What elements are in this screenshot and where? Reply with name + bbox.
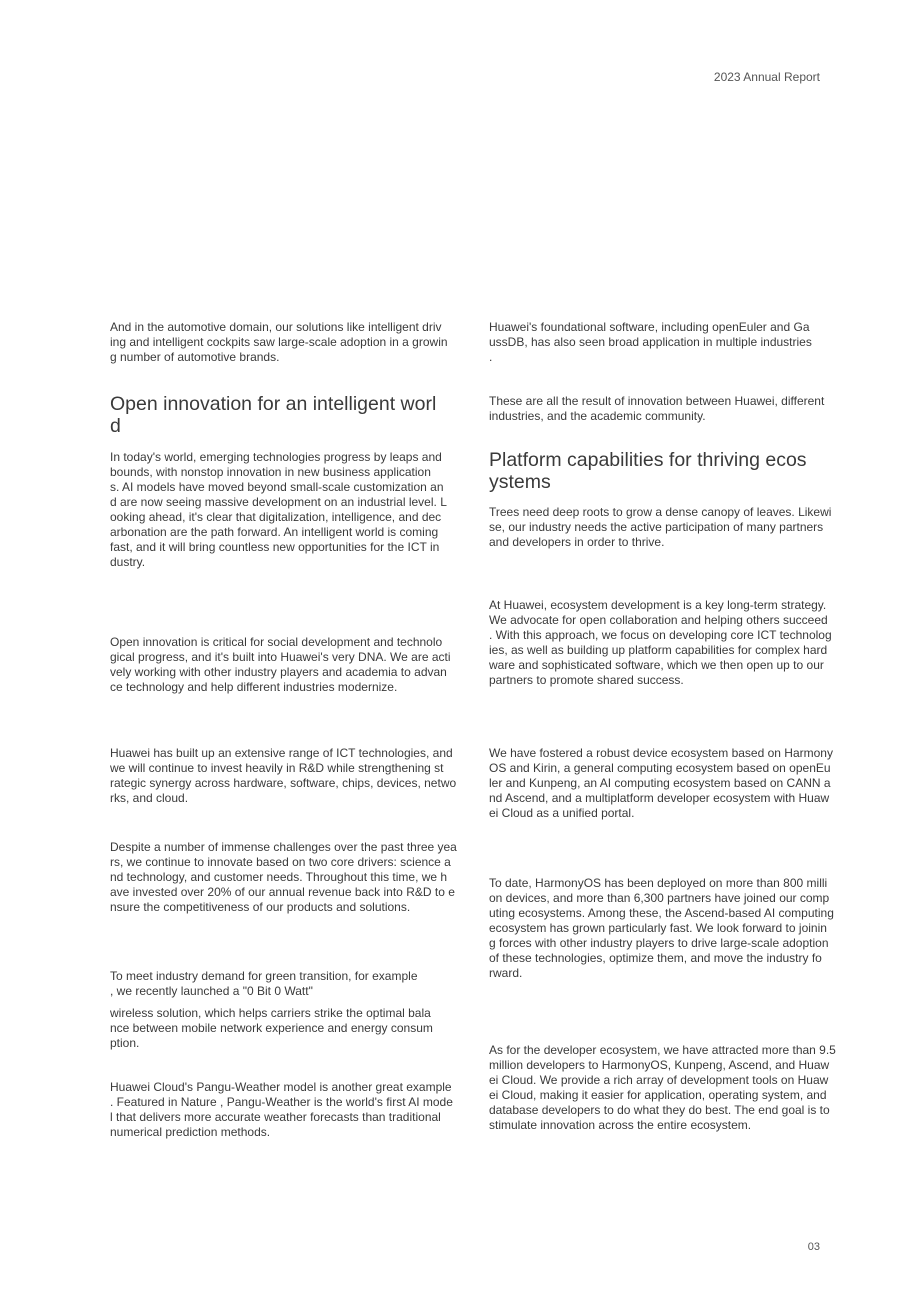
paragraph-green-transition: To meet industry demand for green transition, for example , we recently launched a "0 Bit 0 Watt"	[110, 969, 418, 998]
paragraph-ecosystem-strategy: At Huawei, ecosystem development is a key long-term strategy. We advocate for open collaboration and helping others succeed . With this approach, we focus on developing core ICT technolog ies, as well as building up platform capabilities for complex hard ware and sophisticated software, which we then open up to our partners to promote shared success.	[489, 598, 832, 687]
paragraph-open-innovation: Open innovation is critical for social development and technolo gical progress, and it's built into Huawei's very DNA. We are acti vely working with other industry players and academia to advan ce technology and help different industries modernize.	[110, 635, 451, 694]
paragraph-harmonyos-deployment: To date, HarmonyOS has been deployed on more than 800 milli on devices, and more than 6,300 partners have joined our comp uting ecosystems. Among these, the Ascend-based AI computing ecosystem has grown particularly fast. We look forward to joinin g forces with other industry players to drive large-scale adoption of these technologies, optimize them, and move the industry fo rward.	[489, 876, 834, 980]
paragraph-today: In today's world, emerging technologies progress by leaps and bounds, with nonstop innovation in new business application s. AI models have moved beyond small-scale customization an d are now seeing massive development on an industrial level. L ooking ahead, it's clear that digitalization, intelligence, and dec arbonation are the path forward. An intelligent world is coming fast, and it will bring countless new opportunities for the ICT in dustry.	[110, 450, 447, 569]
report-title: 2023 Annual Report	[713, 70, 820, 84]
heading-open-innovation: Open innovation for an intelligent worl d	[110, 393, 437, 437]
paragraph-innovation-result: These are all the result of innovation between Huawei, different industries, and the academic community.	[489, 394, 825, 423]
paragraph-green-wireless: wireless solution, which helps carriers strike the optimal bala nce between mobile network experience and energy consum ption.	[110, 1006, 433, 1050]
paragraph-trees: Trees need deep roots to grow a dense canopy of leaves. Likewi se, our industry needs the active participation of many partners and developers in order to thrive.	[489, 505, 832, 549]
heading-platform-capabilities: Platform capabilities for thriving ecos ystems	[489, 449, 807, 493]
paragraph-challenges: Despite a number of immense challenges over the past three yea rs, we continue to innovate based on two core drivers: science a nd technology, and customer needs. Throughout this time, we h ave invested over 20% of our annual revenue back into R&D to e nsure the competitiveness of our products and solutions.	[110, 840, 457, 914]
paragraph-pangu-weather: Huawei Cloud's Pangu-Weather model is another great example . Featured in Nature , Pangu-Weather is the world's first AI mode l that delivers more accurate weather forecasts than traditional numerical prediction methods.	[110, 1080, 453, 1139]
paragraph-ict: Huawei has built up an extensive range of ICT technologies, and we will continue to invest heavily in R&D while strengthening st rategic synergy across hardware, software, chips, devices, netwo rks, and cloud.	[110, 746, 457, 805]
paragraph-foundational-software: Huawei's foundational software, including openEuler and Ga ussDB, has also seen broad application in multiple industries .	[489, 320, 812, 364]
paragraph-developer-ecosystem: As for the developer ecosystem, we have attracted more than 9.5 million developers to HarmonyOS, Kunpeng, Ascend, and Huaw ei Cloud. We provide a rich array of development tools on Huaw ei Cloud, making it easier for application, operating system, and database developers to do what they do best. The end goal is to stimulate innovation across the entire ecosystem.	[489, 1043, 836, 1132]
paragraph-automotive: And in the automotive domain, our solutions like intelligent driv ing and intelligent cockpits saw large-scale adoption in a growin g number of automotive brands.	[110, 320, 448, 364]
page-number: 03	[807, 1241, 820, 1253]
paragraph-fostered-ecosystems: We have fostered a robust device ecosystem based on Harmony OS and Kirin, a general computing ecosystem based on openEu ler and Kunpeng, an AI computing ecosystem based on CANN a nd Ascend, and a multiplatform developer ecosystem with Huaw ei Cloud as a unified portal.	[489, 746, 833, 820]
